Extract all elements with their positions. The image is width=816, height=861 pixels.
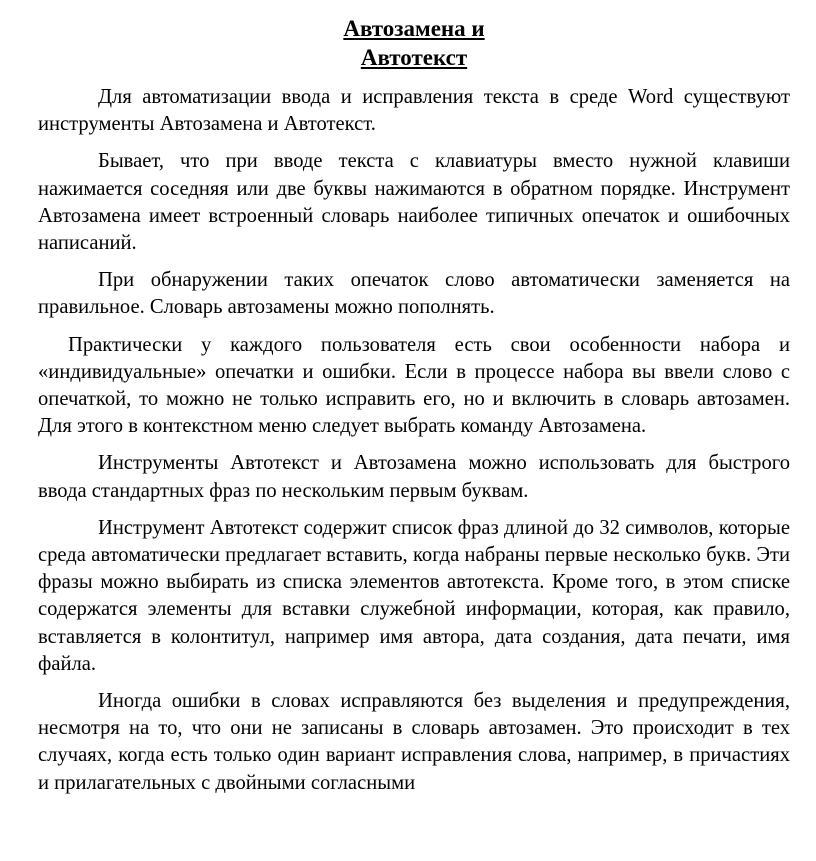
document-title: [38, 14, 790, 72]
document-page: [38, 14, 790, 807]
paragraph-typos: Бывает, что при вводе текста с клавиатуры вместо нужной клавиши нажимается соседняя или две буквы нажимаются в обратном порядке. Инструмент Автозамена имеет встроенный словарь наиболее типичных опечаток и ошибочных написаний.: [38, 150, 790, 255]
paragraph-autotext: Инструмент Автотекст содержит список фраз длиной до 32 символов, которые среда автоматически предлагает вставить, когда набраны первые несколько букв. Эти фразы можно выбирать из списка элементов автотекста. Кроме того, в этом списке содержатся элементы для вставки служебной информации, которая, как правило, вставляется в колонтитул, например имя автора, дата создания, дата печати, имя файла.: [38, 516, 790, 675]
paragraph-replacement: При обнаружении таких опечаток слово автоматически заменяется на правильное. Словарь автозамены можно пополнять.: [38, 269, 790, 319]
title-line-2: Автотекст: [360, 45, 468, 70]
paragraph-silent-corrections: Иногда ошибки в словах исправляются без выделения и предупреждения, несмотря на то, что они не записаны в словарь автозамен. Это происходит в тех случаях, когда есть только один вариант исправления слова, например, в причастиях и прилагательных с двойными согласными: [38, 690, 790, 794]
paragraph-tools-usage: Инструменты Автотекст и Автозамена можно использовать для быстрого ввода стандартных фраз по нескольким первым буквам.: [38, 452, 790, 502]
title-line-1: Автозамена и: [343, 16, 485, 41]
paragraph-intro: Для автоматизации ввода и исправления текста в среде Word существуют инструменты Автозамена и Автотекст.: [38, 86, 790, 136]
paragraph-user-typos: Практически у каждого пользователя есть свои особенности набора и «индивидуальные» опечатки и ошибки. Если в процессе набора вы ввели слово с опечаткой, то можно не только исправить его, но и включить в словарь автозамен. Для этого в контекстном меню следует выбрать команду Автозамена.: [38, 333, 790, 438]
